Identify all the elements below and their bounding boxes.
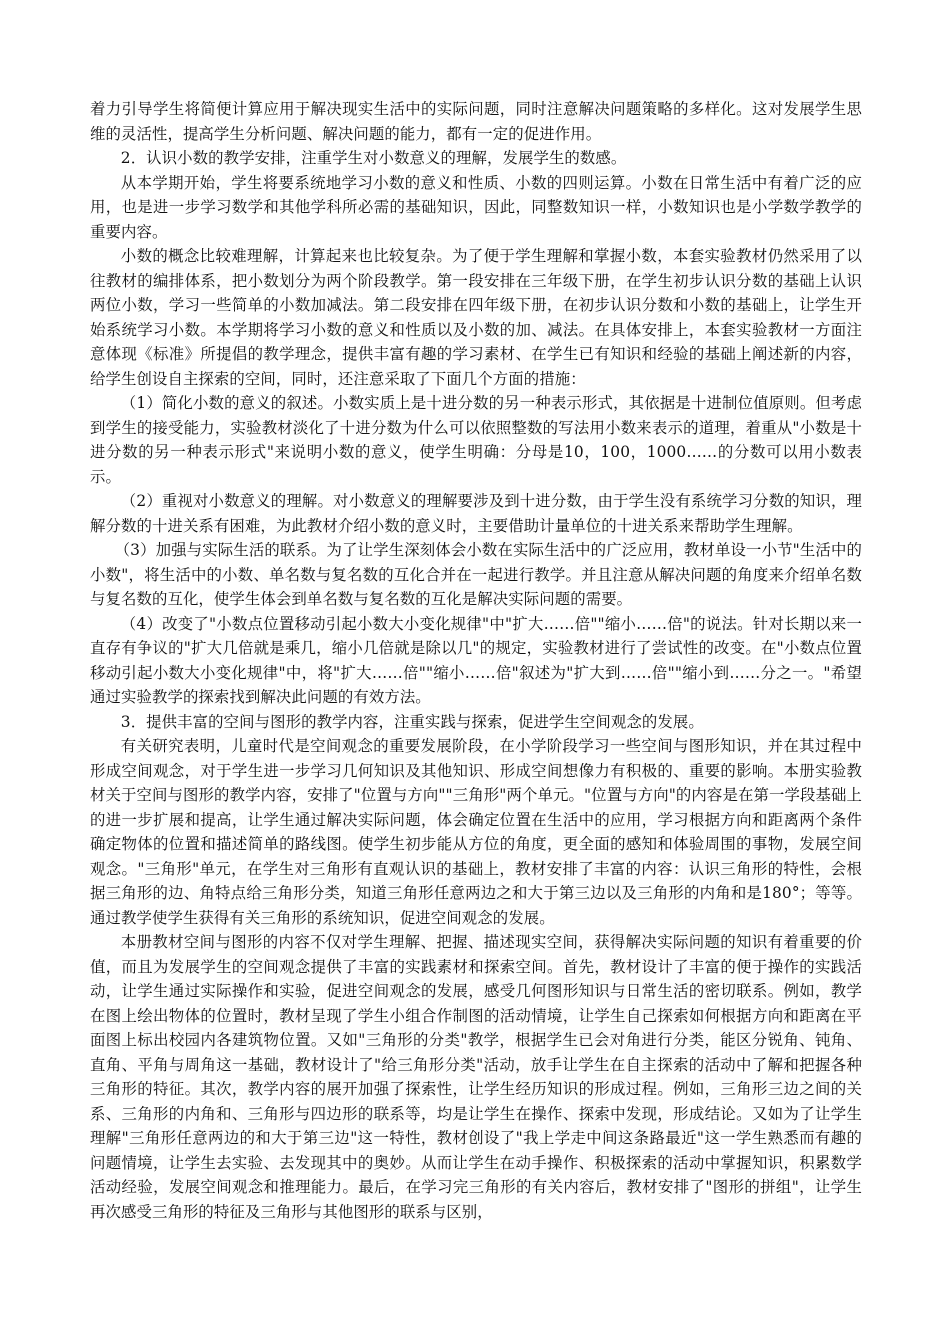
paragraph-5: （1）简化小数的意义的叙述。小数实质上是十进分数的另一种表示形式，其依据是十进制位值原则。但考虑到学生的接受能力，实验教材淡化了十进分数为什么可以依照整数的写法用小数来表示的道理，着重从"小数是十进分数的另一种表示形式"来说明小数的意义，使学生明确：分母是10，100，1000……的分数可以用小数表示。: [90, 394, 862, 486]
paragraph-4: 小数的概念比较难理解，计算起来也比较复杂。为了便于学生理解和掌握小数，本套实验教材仍然采用了以往教材的编排体系，把小数划分为两个阶段教学。第一段安排在三年级下册，在学生初步认识分数的基础上认识两位小数，学习一些简单的小数加减法。第二段安排在四年级下册，在初步认识分数和小数的基础上，让学生开始系统学习小数。本学期将学习小数的意义和性质以及小数的加、减法。在具体安排上，本套实验教材一方面注意体现《标准》所提倡的教学理念，提供丰富有趣的学习素材、在学生已有知识和经验的基础上阐述新的内容，给学生创设自主探索的空间，同时，还注意采取了下面几个方面的措施：: [90, 247, 862, 388]
paragraph-6: （2）重视对小数意义的理解。对小数意义的理解要涉及到十进分数，由于学生没有系统学习分数的知识，理解分数的十进关系有困难，为此教材介绍小数的意义时，主要借助计量单位的十进关系来帮助学生理解。: [90, 492, 862, 535]
paragraph-3: 从本学期开始，学生将要系统地学习小数的意义和性质、小数的四则运算。小数在日常生活中有着广泛的应用，也是进一步学习数学和其他学科所必需的基础知识，因此，同整数知识一样，小数知识也是小学数学教学的重要内容。: [90, 173, 862, 241]
paragraph-11: 本册教材空间与图形的内容不仅对学生理解、把握、描述现实空间，获得解决实际问题的知识有着重要的价值，而且为发展学生的空间观念提供了丰富的实践素材和探索空间。首先，教材设计了丰富的便于操作的实践活动，让学生通过实际操作和实验，促进空间观念的发展，感受几何图形知识与日常生活的密切联系。例如，教学在图上绘出物体的位置时，教材呈现了学生小组合作制图的活动情境，让学生自己探索如何根据方向和距离在平面图上标出校园内各建筑物位置。又如"三角形的分类"教学，根据学生已会对角进行分类，能区分锐角、钝角、直角、平角与周角这一基础，教材设计了"给三角形分类"活动，放手让学生在自主探索的活动中了解和把握各种三角形的特征。其次，教学内容的展开加强了探索性，让学生经历知识的形成过程。例如，三角形三边之间的关系、三角形的内角和、三角形与四边形的联系等，均是让学生在操作、探索中发现，形成结论。又如为了让学生理解"三角形任意两边的和大于第三边"这一特性，教材创设了"我上学走中间这条路最近"这一学生熟悉而有趣的问题情境，让学生去实验、去发现其中的奥妙。从而让学生在动手操作、积极探索的活动中掌握知识，积累数学活动经验，发展空间观念和推理能力。最后，在学习完三角形的有关内容后，教材安排了"图形的拼组"，让学生再次感受三角形的特征及三角形与其他图形的联系与区别，: [90, 933, 862, 1221]
section-heading-3: 3．提供丰富的空间与图形的教学内容，注重实践与探索，促进学生空间观念的发展。: [120, 712, 704, 731]
document-body: [90, 97, 862, 1224]
paragraph-10: 有关研究表明，儿童时代是空间观念的重要发展阶段，在小学阶段学习一些空间与图形知识，并在其过程中形成空间观念，对于学生进一步学习几何知识及其他知识、形成空间想像力有积极的、重要的影响。本册实验教材关于空间与图形的教学内容，安排了"位置与方向""三角形"两个单元。"位置与方向"的内容是在第一学段基础上的进一步扩展和提高，让学生通过解决实际问题，体会确定位置在生活中的应用，学习根据方向和距离两个条件确定物体的位置和描述简单的路线图。使学生初步能从方位的角度，更全面的感知和体验周围的事物，发展空间观念。"三角形"单元，在学生对三角形有直观认识的基础上，教材安排了丰富的内容：认识三角形的特性，会根据三角形的边、角特点给三角形分类，知道三角形任意两边之和大于第三边以及三角形的内角和是180°；等等。通过教学使学生获得有关三角形的系统知识，促进空间观念的发展。: [90, 737, 862, 927]
section-heading-2: 2．认识小数的教学安排，注重学生对小数意义的理解，发展学生的数感。: [120, 149, 627, 167]
paragraph-8: （4）改变了"小数点位置移动引起小数大小变化规律"中"扩大……倍""缩小……倍"的说法。针对长期以来一直存有争议的"扩大几倍就是乘几，缩小几倍就是除以几"的规定，实验教材进行了尝试性的改变。在"小数点位置移动引起小数大小变化规律"中，将"扩大……倍""缩小……倍"叙述为"扩大到……倍""缩小到……分之一。"希望通过实验教学的探索找到解决此问题的有效方法。: [90, 614, 862, 706]
paragraph-1: 着力引导学生将简便计算应用于解决现实生活中的实际问题，同时注意解决问题策略的多样化。这对发展学生思维的灵活性，提高学生分析问题、解决问题的能力，都有一定的促进作用。: [90, 100, 862, 143]
paragraph-7: （3）加强与实际生活的联系。为了让学生深刻体会小数在实际生活中的广泛应用，教材单设一小节"生活中的小数"，将生活中的小数、单名数与复名数的互化合并在一起进行教学。并且注意从解决问题的角度来介绍单名数与复名数的互化，使学生体会到单名数与复名数的互化是解决实际问题的需要。: [90, 541, 862, 608]
